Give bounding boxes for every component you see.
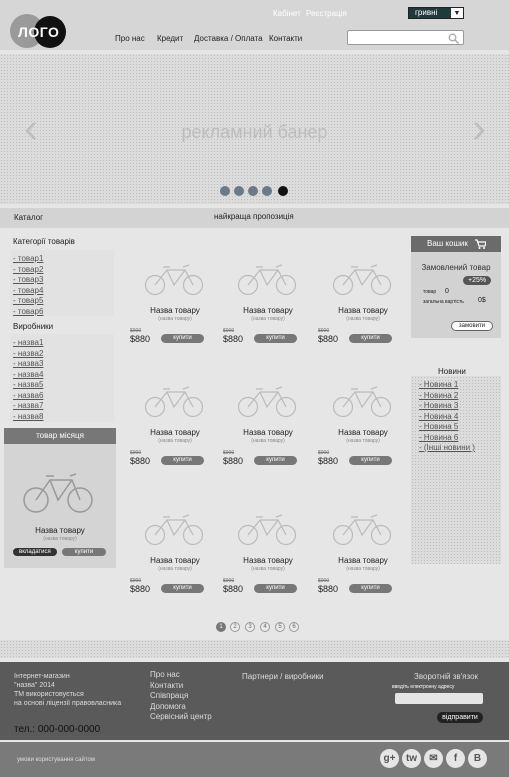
page-button[interactable]: 2 — [230, 622, 240, 632]
buy-button[interactable]: купити — [349, 334, 392, 343]
category-item[interactable]: - товар1 — [13, 254, 44, 263]
terms-link[interactable]: умови користування сайтом — [17, 757, 95, 763]
product-name[interactable]: Назва товару — [150, 306, 200, 315]
chevron-down-icon: ▼ — [451, 8, 463, 18]
send-button[interactable]: відправити — [437, 712, 483, 723]
bicycle-icon[interactable] — [237, 262, 297, 296]
product-name[interactable]: Назва товару — [338, 428, 388, 437]
month-buy-button[interactable]: купити — [62, 548, 106, 556]
cart-items-label: товар — [423, 289, 437, 295]
footer-link[interactable]: Контакти — [150, 680, 184, 690]
product-sub: (назва товару) — [346, 566, 380, 572]
bicycle-icon[interactable] — [332, 512, 392, 546]
banner-next-icon[interactable]: › — [472, 104, 486, 151]
news-item-more[interactable]: - (Інші новини ) — [419, 443, 475, 452]
product-price: $880 — [130, 584, 151, 594]
product-card[interactable] — [130, 384, 220, 474]
makers-title: Виробники — [13, 322, 54, 331]
product-name[interactable]: Назва товару — [243, 556, 293, 565]
feedback-title: Зворотній зв'язок — [414, 672, 479, 681]
product-old-price: $900 — [318, 450, 330, 456]
product-of-month — [4, 428, 116, 568]
product-of-month-sub: (назва товару) — [43, 536, 77, 542]
page-button[interactable]: 5 — [275, 622, 285, 632]
product-price: $880 — [130, 334, 151, 344]
twitter-icon[interactable]: tw — [402, 749, 421, 768]
buy-button[interactable]: купити — [349, 584, 392, 593]
footer-link[interactable]: Сервісний центр — [150, 712, 212, 721]
product-card[interactable] — [223, 262, 313, 352]
product-price: $880 — [223, 334, 244, 344]
nav-item-credit[interactable]: Кредит — [157, 34, 184, 43]
banner-dot[interactable] — [220, 186, 230, 196]
currency-value: гривні — [409, 8, 451, 18]
cart-title: Ваш кошик — [427, 239, 468, 248]
news-item[interactable]: - Новина 1 — [419, 380, 459, 389]
page-button[interactable]: 4 — [260, 622, 270, 632]
product-old-price: $900 — [130, 450, 142, 456]
product-name[interactable]: Назва товару — [243, 306, 293, 315]
page-button[interactable]: 1 — [216, 622, 226, 632]
category-item[interactable]: - товар5 — [13, 296, 44, 305]
maker-item[interactable]: - назва7 — [13, 401, 44, 410]
banner-dot[interactable] — [262, 186, 272, 196]
product-card[interactable] — [223, 384, 313, 474]
footer-about-line: "назва" 2014 — [14, 682, 55, 689]
bicycle-icon[interactable] — [332, 262, 392, 296]
footer-link[interactable]: Допомога — [150, 701, 186, 711]
product-sub: (назва товару) — [158, 316, 192, 322]
product-card[interactable] — [318, 262, 408, 352]
categories-title: Категорії товарів — [13, 237, 75, 246]
mail-icon[interactable]: ✉ — [424, 749, 443, 768]
order-button[interactable]: замовити — [451, 321, 493, 331]
header — [0, 0, 509, 50]
product-sub: (назва товару) — [346, 438, 380, 444]
cart-total-label: загальна вартість — [423, 299, 464, 305]
cabinet-link[interactable]: Кабінет — [273, 9, 301, 18]
product-old-price: $900 — [223, 328, 235, 334]
bicycle-icon[interactable] — [22, 470, 94, 514]
category-item[interactable]: - товар2 — [13, 264, 44, 274]
product-price: $880 — [223, 584, 244, 594]
product-old-price: $900 — [130, 328, 142, 334]
banner-prev-icon[interactable]: ‹ — [24, 104, 38, 151]
footer-link[interactable]: Про нас — [150, 670, 180, 679]
search-input[interactable] — [347, 30, 464, 45]
footer-link[interactable]: Співпраця — [150, 691, 189, 700]
category-item[interactable]: - товар6 — [13, 306, 44, 316]
cart-total: 0$ — [478, 297, 486, 304]
page-button[interactable]: 3 — [245, 622, 255, 632]
catalog-title: Каталог — [14, 213, 44, 222]
product-name[interactable]: Назва товару — [150, 428, 200, 437]
product-card[interactable] — [318, 384, 408, 474]
footer-about — [14, 672, 121, 708]
categories-items — [13, 254, 43, 317]
product-sub: (назва товару) — [251, 566, 285, 572]
news-item[interactable]: - Новина 3 — [419, 401, 459, 410]
buy-button[interactable]: купити — [349, 456, 392, 465]
product-sub: (назва товару) — [251, 438, 285, 444]
news-title: Новини — [438, 367, 466, 376]
banner-dot-active[interactable] — [278, 186, 288, 196]
product-of-month-title: товар місяця — [4, 428, 116, 444]
section-bar — [0, 208, 509, 228]
banner-dot[interactable] — [248, 186, 258, 196]
product-of-month-name[interactable]: Назва товару — [35, 526, 85, 535]
bicycle-icon[interactable] — [237, 512, 297, 546]
product-sub: (назва товару) — [158, 566, 192, 572]
product-name[interactable]: Назва товару — [338, 556, 388, 565]
bicycle-icon[interactable] — [144, 384, 204, 418]
maker-item[interactable]: - назва5 — [13, 380, 44, 389]
product-old-price: $900 — [130, 578, 142, 584]
product-price: $880 — [318, 456, 339, 466]
bicycle-icon[interactable] — [144, 512, 204, 546]
maker-item[interactable]: - назва2 — [13, 348, 44, 358]
maker-item[interactable]: - назва6 — [13, 390, 44, 400]
cart-ordered-label: Замовлений товар — [421, 263, 491, 272]
cart-icon — [474, 239, 486, 249]
maker-item[interactable]: - назва1 — [13, 338, 44, 347]
footer-strip — [0, 640, 509, 658]
logo-text: ЛОГО — [18, 24, 60, 40]
category-item[interactable]: - товар3 — [13, 275, 44, 284]
banner-text: рекламний банер — [181, 122, 328, 142]
bicycle-icon[interactable] — [332, 384, 392, 418]
product-price: $880 — [223, 456, 244, 466]
news-item[interactable]: - Новина 5 — [419, 422, 459, 431]
makers-items — [13, 338, 43, 422]
product-name[interactable]: Назва товару — [150, 556, 200, 565]
category-item[interactable]: - товар4 — [13, 285, 44, 295]
product-sub: (назва товару) — [251, 316, 285, 322]
news-panel — [411, 376, 501, 564]
facebook-icon[interactable]: f — [446, 749, 465, 768]
product-old-price: $900 — [223, 450, 235, 456]
vk-icon[interactable]: B — [468, 749, 487, 768]
email-input[interactable] — [395, 693, 483, 704]
maker-item[interactable]: - назва8 — [13, 411, 44, 421]
logo[interactable] — [10, 14, 70, 46]
offer-title: найкраща пропозиція — [214, 212, 294, 221]
product-name[interactable]: Назва товару — [243, 428, 293, 437]
register-link[interactable]: Реєстрація — [306, 9, 347, 18]
footer-about-line: ТМ використовується — [14, 691, 84, 698]
product-old-price: $900 — [318, 328, 330, 334]
product-price: $880 — [130, 456, 151, 466]
footer-about-line: на основі ліцензії правовласника — [14, 700, 122, 707]
footer-links — [150, 670, 212, 723]
buy-button[interactable]: купити — [161, 334, 204, 343]
search-icon[interactable] — [448, 33, 459, 44]
footer-phone: тел.: 000-000-0000 — [14, 724, 101, 735]
bicycle-icon[interactable] — [237, 384, 297, 418]
cart-panel — [411, 236, 501, 338]
cart-items-count: 0 — [445, 288, 449, 295]
email-label: введіть електронну адресу — [392, 684, 455, 690]
buy-button[interactable]: купити — [254, 456, 297, 465]
footer-partners[interactable]: Партнери / виробники — [242, 672, 324, 681]
news-item[interactable]: - Новина 4 — [419, 411, 459, 421]
details-button[interactable]: вкладатися — [13, 548, 57, 556]
product-card[interactable] — [318, 512, 408, 602]
footer-about-line: Інтернет-магазин — [14, 673, 70, 680]
buy-button[interactable]: купити — [161, 456, 204, 465]
product-price: $880 — [318, 334, 339, 344]
page-button[interactable]: 6 — [289, 622, 299, 632]
product-sub: (назва товару) — [158, 438, 192, 444]
news-item[interactable]: - Новина 2 — [419, 390, 459, 400]
product-card[interactable] — [223, 512, 313, 602]
nav-item-delivery[interactable]: Доставка / Оплата — [194, 34, 263, 43]
buy-button[interactable]: купити — [254, 584, 297, 593]
product-card[interactable] — [130, 262, 220, 352]
cart-header[interactable] — [411, 236, 501, 252]
buy-button[interactable]: купити — [254, 334, 297, 343]
product-old-price: $900 — [223, 578, 235, 584]
google-plus-icon[interactable]: g+ — [380, 749, 399, 768]
maker-item[interactable]: - назва3 — [13, 359, 44, 368]
banner-dot[interactable] — [234, 186, 244, 196]
product-old-price: $900 — [318, 578, 330, 584]
product-card[interactable] — [130, 512, 220, 602]
nav-item-about[interactable]: Про нас — [115, 34, 145, 43]
maker-item[interactable]: - назва4 — [13, 369, 44, 379]
footer — [0, 662, 509, 740]
bicycle-icon[interactable] — [144, 262, 204, 296]
discount-badge: +25% — [463, 276, 491, 285]
buy-button[interactable]: купити — [161, 584, 204, 593]
product-name[interactable]: Назва товару — [338, 306, 388, 315]
news-item[interactable]: - Новина 6 — [419, 432, 459, 442]
product-price: $880 — [318, 584, 339, 594]
ad-banner[interactable] — [0, 54, 509, 204]
nav-item-contacts[interactable]: Контакти — [269, 34, 303, 43]
currency-select[interactable] — [408, 7, 464, 19]
product-sub: (назва товару) — [346, 316, 380, 322]
